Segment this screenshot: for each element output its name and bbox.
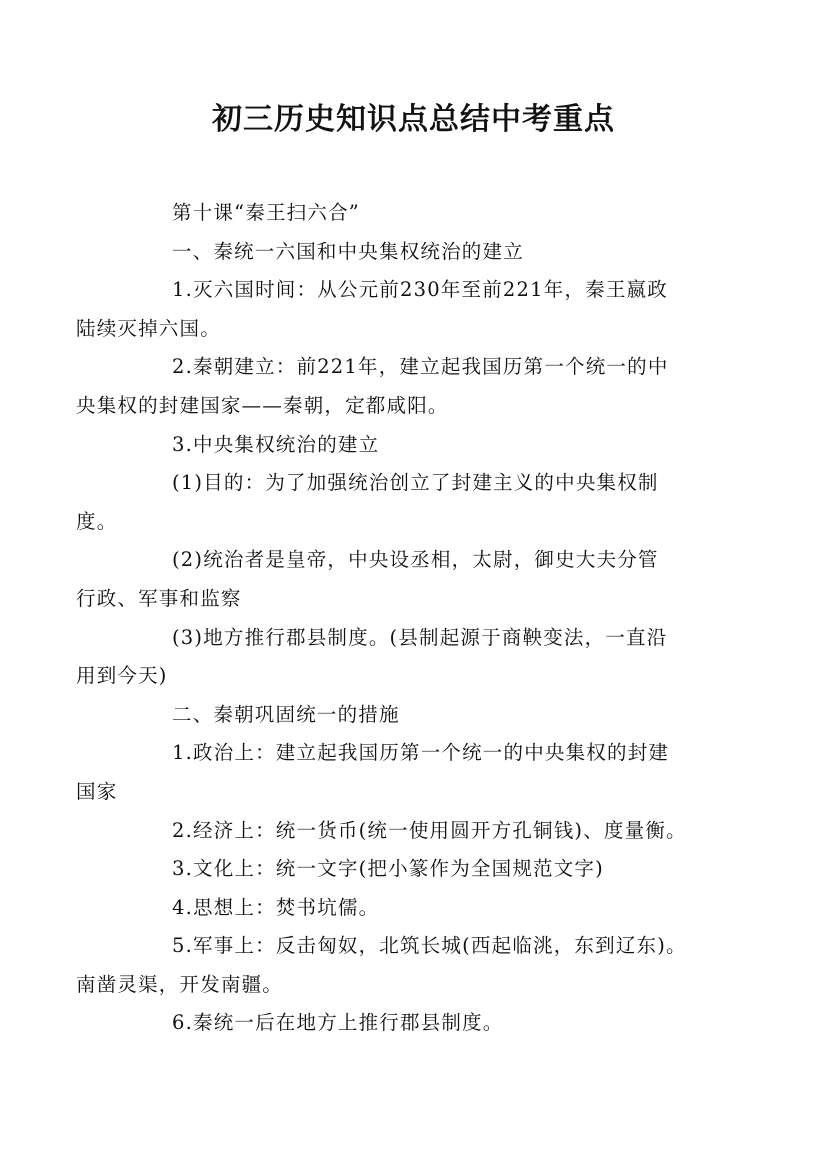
paragraph-continuation-line: 行政、军事和监察 — [76, 586, 242, 610]
paragraph-line: 2.秦朝建立：前221年，建立起我国历第一个统一的中 — [172, 355, 669, 379]
paragraph — [124, 194, 724, 233]
paragraph — [76, 734, 724, 811]
paragraph-line: 一、秦统一六国和中央集权统治的建立 — [172, 239, 524, 263]
paragraph — [76, 464, 724, 541]
document-title: 初三历史知识点总结中考重点 — [212, 102, 615, 137]
paragraph-continuation-line: 央集权的封建国家——秦朝，定都咸阳。 — [76, 393, 449, 417]
paragraph-continuation-line: 用到今天) — [76, 664, 168, 688]
paragraph-line: 二、秦朝巩固统一的措施 — [172, 702, 400, 726]
paragraph — [124, 233, 724, 272]
paragraph — [124, 426, 724, 465]
paragraph-line: 6.秦统一后在地方上推行郡县制度。 — [172, 1011, 504, 1035]
paragraph — [76, 541, 724, 618]
paragraph — [124, 812, 724, 851]
paragraph — [124, 696, 724, 735]
paragraph-line: 2.经济上：统一货币(统一使用圆开方孔铜钱)、度量衡。 — [172, 818, 687, 842]
paragraph — [124, 889, 724, 928]
paragraph — [76, 927, 724, 1004]
paragraph-line: 3.文化上：统一文字(把小篆作为全国规范文字) — [172, 857, 604, 881]
paragraph-line: 1.政治上：建立起我国历第一个统一的中央集权的封建 — [172, 741, 670, 765]
paragraph — [124, 850, 724, 889]
paragraph-line: 第十课“秦王扫六合” — [172, 201, 360, 224]
paragraph-continuation-line: 南凿灵渠，开发南疆。 — [76, 972, 284, 996]
paragraph — [124, 1004, 724, 1043]
paragraph — [76, 348, 724, 425]
paragraph-line: 3.中央集权统治的建立 — [172, 432, 380, 456]
paragraph-line: 5.军事上：反击匈奴，北筑长城(西起临洮，东到辽东)。 — [172, 934, 687, 958]
paragraph-continuation-line: 度。 — [76, 509, 118, 533]
paragraph-line: (1)目的：为了加强统治创立了封建主义的中央集权制 — [172, 471, 659, 495]
paragraph-continuation-line: 国家 — [76, 779, 118, 803]
paragraph-line: (2)统治者是皇帝，中央设丞相，太尉，御史大夫分管 — [172, 548, 659, 572]
paragraph — [76, 271, 724, 348]
paragraph — [76, 619, 724, 696]
paragraph-line: 1.灭六国时间：从公元前230年至前221年，秦王嬴政 — [172, 278, 668, 302]
paragraph-continuation-line: 陆续灭掉六国。 — [76, 316, 221, 340]
paragraph-line: (3)地方推行郡县制度。(县制起源于商鞅变法，一直沿 — [172, 625, 668, 649]
document-body — [76, 194, 724, 1043]
paragraph-line: 4.思想上：焚书坑儒。 — [172, 895, 380, 919]
